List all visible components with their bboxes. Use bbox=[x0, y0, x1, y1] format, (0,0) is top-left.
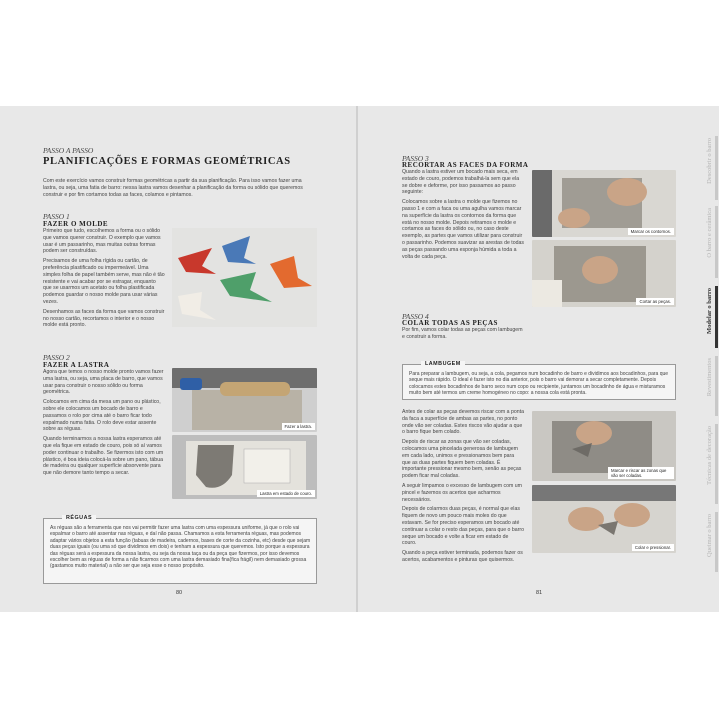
chapter-tabs bbox=[705, 136, 719, 576]
step2-kicker: PASSO 2 bbox=[43, 353, 70, 362]
joining-paragraph: Antes de colar as peças devemos riscar com a ponta da faca a superfície de ambas as partes, no ponto onde vão ser coladas. Estes riscos vão ajudar a que o barro fique bem colado. bbox=[402, 409, 524, 436]
joining-paragraph: Depois de colarmos duas peças, é normal que elas fiquem de novo um pouco mais moles do que estavam. Se for preciso esperamos um bocado até continuar a colar o resto das peças, para que o barro seque um bocado e volte a ficar em estado de couro. bbox=[402, 506, 524, 547]
cutting-photo bbox=[532, 240, 676, 307]
section-kicker: PASSO A PASSO bbox=[43, 146, 94, 155]
step1-text bbox=[43, 228, 165, 329]
chapter-tab-bar bbox=[715, 512, 718, 572]
step3-paragraph: Quando a lastra estiver um bocado mais seca, em estado de couro, podemos trabalhá-la sem que ela se dobre e deforme, por isso passamos ao passo seguinte: bbox=[402, 169, 520, 196]
joining-text bbox=[402, 409, 524, 564]
step3-title: RECORTAR AS FACES DA FORMA bbox=[402, 161, 529, 169]
chapter-tab-label: O barro e cerâmica bbox=[706, 208, 713, 258]
chapter-tab-label: Técnicas de decoração bbox=[706, 426, 713, 485]
chapter-tab-bar bbox=[715, 206, 718, 278]
chapter-tab-decoracao[interactable] bbox=[705, 424, 719, 508]
chapter-tab-revestimentos[interactable] bbox=[705, 356, 719, 420]
rolling-photo bbox=[172, 368, 317, 432]
step2-paragraph: Quando terminarmos a nossa lastra esperamos até que ela fique em estado de couro, pois só aí vamos poder continuar o trabalho. Se fizermos isto com um plástico, é boa ideia colocá-la sobre um pano, tábua de madeira ou qualquer superfície absorvente para que não demore tanto tempo a secar. bbox=[43, 436, 164, 477]
step2-title: FAZER A LASTRA bbox=[43, 361, 110, 369]
chapter-tab-label: Modelar o barro bbox=[706, 288, 713, 334]
step1-paragraph: Desenhamos as faces da forma que vamos construir no nosso cartão, recortamos o interior e o nosso molde está pronto. bbox=[43, 308, 165, 329]
right-page bbox=[358, 106, 719, 612]
step4-kicker: PASSO 4 bbox=[402, 312, 429, 321]
chapter-tab-queimar[interactable] bbox=[705, 512, 719, 576]
left-page bbox=[0, 106, 356, 612]
photo-caption: Lastra em estado de couro. bbox=[257, 490, 315, 497]
page-title: PLANIFICAÇÕES E FORMAS GEOMÉTRICAS bbox=[43, 156, 291, 167]
step2-text bbox=[43, 369, 165, 477]
photo-caption: Fazer a lastra. bbox=[282, 423, 315, 430]
chapter-tab-label: Queimar o barro bbox=[706, 514, 713, 557]
book-spread bbox=[0, 106, 719, 612]
step1-paragraph: Primeiro que tudo, escolhemos a forma ou o sólido que vamos querer construir. O exemplo que vamos usar é um passarinho, mas muitas outras formas podem ser construídas. bbox=[43, 228, 161, 255]
step3-kicker: PASSO 3 bbox=[402, 154, 429, 163]
step1-title: FAZER O MOLDE bbox=[43, 220, 109, 228]
step1-kicker: PASSO 1 bbox=[43, 212, 70, 221]
marking-photo bbox=[532, 170, 676, 237]
info-box-text: Para preparar a lambugem, ou seja, a cola, pegamos num bocadinho de barro e dividimos aos bocadinhos, para que seque mais rápido. O ideal é fazer isto no dia anterior, pois o barro vai demorar a secar completamente. Depois colocamos estes bocadinhos de barro seco num copo ou recipiente, juntamos um bocadinho de água e misturamos muito bem até termos um creme homogéneo no copo: a nossa cola está pronta. bbox=[409, 371, 669, 396]
gluing-photo bbox=[532, 485, 676, 553]
reguas-info-box bbox=[43, 515, 317, 584]
step2-paragraph: Agora que temos o nosso molde pronto vamos fazer uma lastra, ou seja, uma placa de barro, que vamos usar para construir o nosso sólido ou forma geométrica. bbox=[43, 369, 164, 396]
info-box-text: As réguas são a ferramenta que nos vai permitir fazer uma lastra com uma espessura uniforme, já que o rolo vai espalmar o barro até assentar nas réguas, e daí não passa. Chamamos a esta ferramenta réguas, mas podemos adaptar vários objetos a esta função (tabuas de madeira, cadernos, bases de corte da cozinha, etc) desde que sejam duas peças iguais (ou uma só que dividimos em dois) e tenham a espessura que queremos. Isto porque a espessura das réguas será a espessura da nossa lastra, ou seja da nossa taça ou da peça que fizermos, por isso devemos escolher bem as réguas de forma a não ficarmos com uma lastra demasiado fina(fica frágil) nem demasiado grossa (gastamos muito material) a não ser que seja esse o nosso propósito. bbox=[50, 525, 311, 570]
info-box-title: LAMBUGEM bbox=[421, 361, 465, 367]
step3-text bbox=[402, 169, 524, 260]
chapter-tab-bar bbox=[715, 424, 718, 504]
intro-text: Com este exercício vamos construir formas geométricas a partir da sua planificação. Para isso vamos fazer uma lastra, ou seja, uma fatia de barro: nessa lastra vamos desenhar a planificação da forma ou sólido que queremos construir e por fim cortamos todas as faces, colamos e pintamos. bbox=[43, 178, 303, 198]
chapter-tab-bar bbox=[715, 356, 718, 416]
chapter-tab-bar bbox=[715, 136, 718, 200]
page-number: 81 bbox=[536, 590, 543, 596]
photo-caption: Marcar os contornos. bbox=[628, 228, 674, 235]
joining-paragraph: A seguir limpamos o excesso de lambugem com um pincel e fazemos os acertos que acharmos necessários. bbox=[402, 482, 522, 503]
chapter-tab-descobrir[interactable] bbox=[705, 136, 719, 204]
clay-birds-photo bbox=[172, 228, 317, 327]
leather-slab-photo bbox=[172, 435, 317, 499]
step1-paragraph: Precisamos de uma folha rígida ou cartão, de preferência plastificado ou impermeável. Uma simples folha de papel também serve, mas não é tão resistente e vai acabar por se estragar, enquanto que se usarmos um acetato ou folha plastificada podemos guardar o nosso molde para usar várias vezes. bbox=[43, 258, 165, 305]
step4-text: Por fim, vamos colar todas as peças com lambugem e construir a forma. bbox=[402, 327, 523, 340]
lambugem-info-box bbox=[402, 361, 676, 400]
chapter-tab-barro-ceramica[interactable] bbox=[705, 206, 719, 282]
step4-title: COLAR TODAS AS PEÇAS bbox=[402, 319, 498, 327]
chapter-tab-bar bbox=[715, 286, 718, 348]
joining-paragraph: Quando a peça estiver terminada, podemos fazer os acertos, acabamentos e pinturas que quisermos. bbox=[402, 550, 523, 563]
step3-paragraph: Colocamos sobre a lastra o molde que fizemos no passo 1 e com a faca ou uma agulha vamos marcar na superfície da lastra os contornos da forma que está no nosso molde. Depois retiramos o molde e cortamos as faces do sólido ou, no caso deste exemplo, as partes que vamos utilizar para construir o passarinho. Podemos suavizar as arestas de todas as peças passando uma esponja húmida a toda a volta de cada peça. bbox=[402, 199, 524, 260]
photo-caption: Colar e pressionar. bbox=[632, 544, 674, 551]
step2-paragraph: Colocamos em cima da mesa um pano ou plástico, sobre ele colocamos um bocado de barro e passamos o rolo por cima até o barro ficar todo espalmado numa fatia. O rolo deve estar assente sobre as réguas. bbox=[43, 399, 161, 433]
photo-caption: Cortar as peças. bbox=[636, 298, 674, 305]
chapter-tab-label: Revestimentos bbox=[706, 358, 713, 397]
chapter-tab-modelar[interactable] bbox=[705, 286, 719, 352]
scoring-photo bbox=[532, 411, 676, 481]
chapter-tab-label: Descobrir o barro bbox=[706, 138, 713, 184]
photo-caption: Marcar e riscar as zonas que vão ser coladas. bbox=[608, 467, 674, 479]
joining-paragraph: Depois de riscar as zonas que vão ser coladas, colocamos uma pincelada generosa de lambugem em cada lado, unimos e pressionamos bem para que as duas partes fiquem bem coladas. É importante pressionar mesmo bem, senão as peças podem ficar mal coladas. bbox=[402, 439, 522, 480]
page-number: 80 bbox=[176, 590, 183, 596]
info-box-title: RÉGUAS bbox=[62, 515, 96, 521]
